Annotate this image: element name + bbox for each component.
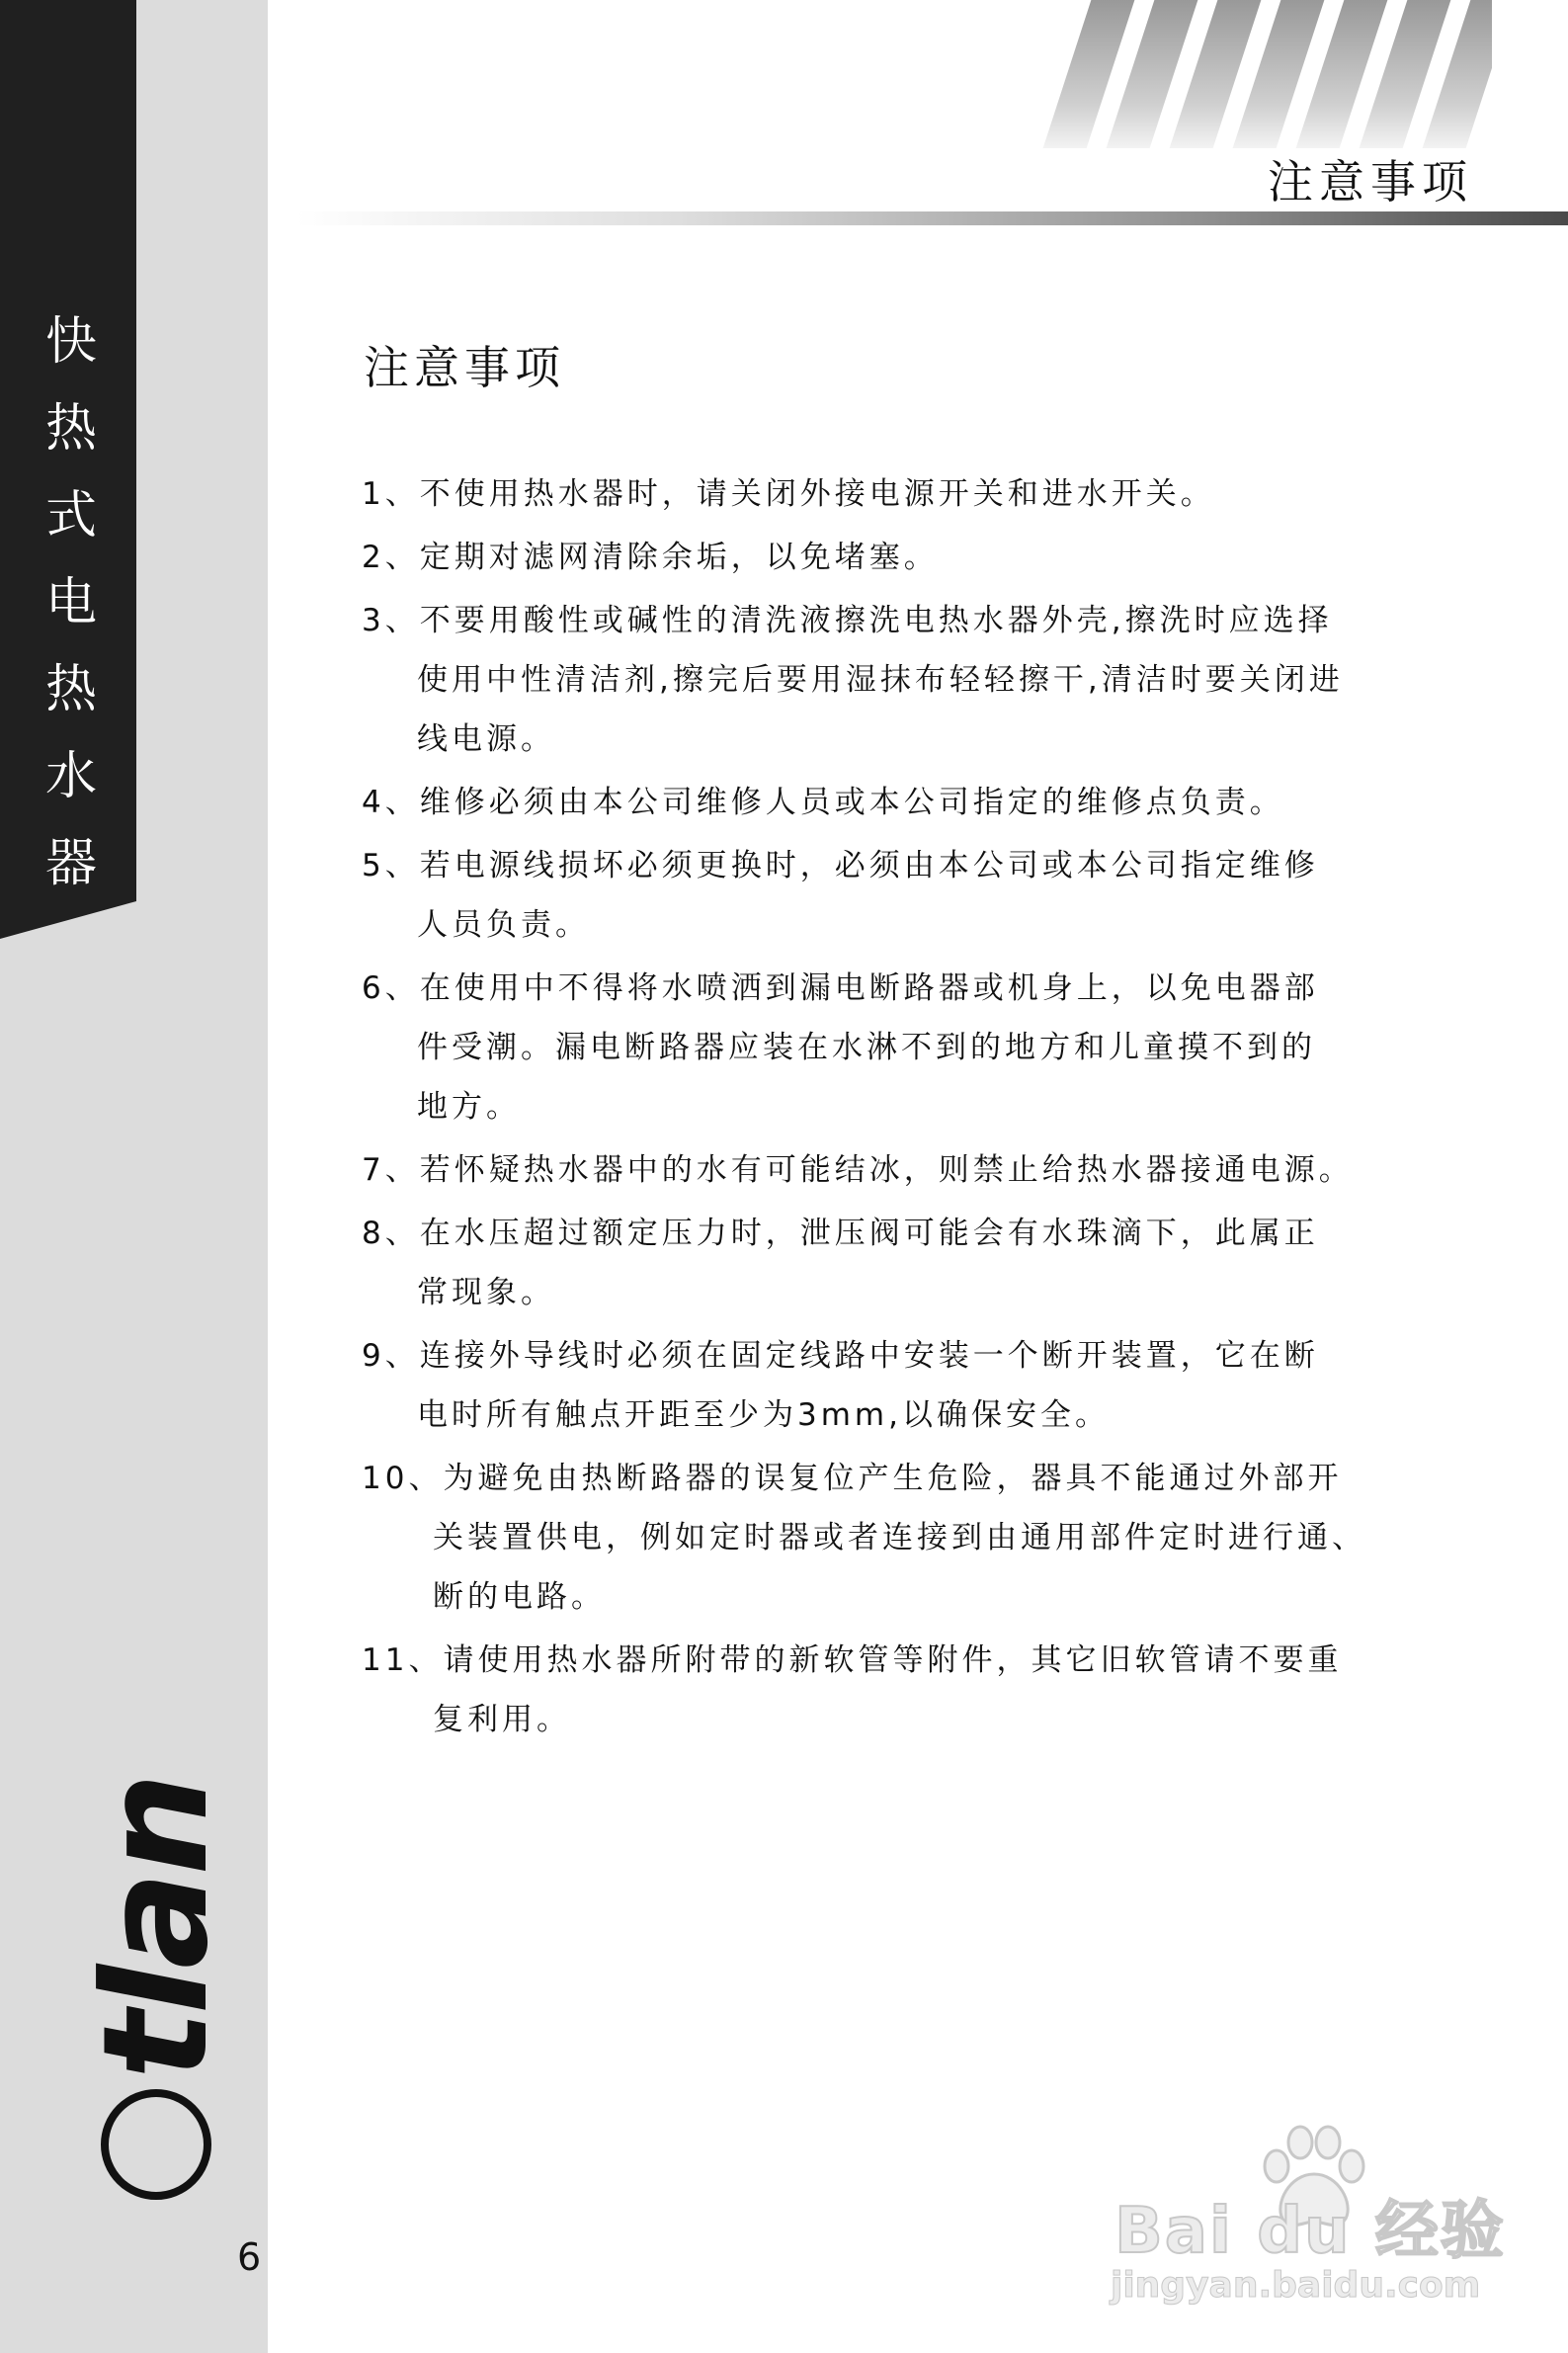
note-item: [362, 1204, 1488, 1322]
note-text: 线电源。: [417, 721, 555, 757]
note-item: [362, 1449, 1488, 1627]
note-line: [362, 1263, 1488, 1322]
note-item: [362, 959, 1488, 1136]
note-number: 8、: [362, 1216, 420, 1251]
header-rule: [296, 211, 1568, 225]
brand-logo: [72, 1776, 240, 2200]
note-item: [362, 1140, 1488, 1200]
note-line: [362, 1449, 1488, 1508]
note-line: [362, 836, 1488, 895]
note-text: 关装置供电，例如定时器或者连接到由通用部件定时进行通、: [433, 1520, 1366, 1555]
note-line: [362, 1077, 1488, 1136]
note-line: [362, 591, 1488, 650]
note-text: 使用中性清洁剂,擦完后要用湿抹布轻轻擦干,清洁时要关闭进: [417, 662, 1344, 698]
note-line: [362, 1567, 1488, 1627]
note-number: 2、: [362, 540, 420, 575]
note-line: [362, 710, 1488, 769]
note-text: 在水压超过额定压力时，泄压阀可能会有水珠滴下，此属正: [419, 1216, 1319, 1251]
vertical-title-char: 快: [44, 312, 97, 372]
vertical-title-char: 器: [44, 834, 97, 893]
note-text: 件受潮。漏电断路器应装在水淋不到的地方和儿童摸不到的: [417, 1030, 1316, 1065]
note-text: 复利用。: [433, 1702, 571, 1737]
note-number: 9、: [362, 1338, 420, 1374]
header-title: 注意事项: [1268, 155, 1473, 209]
note-line: [362, 528, 1488, 587]
note-text: 连接外导线时必须在固定线路中安装一个断开装置，它在断: [419, 1338, 1319, 1374]
page-number: 6: [237, 2235, 262, 2279]
header-stripes-decoration: [1028, 0, 1492, 148]
note-item: [362, 1326, 1488, 1445]
note-number: 3、: [362, 603, 420, 638]
vertical-title-char: 热: [44, 399, 97, 459]
note-text: 为避免由热断路器的误复位产生危险，器具不能通过外部开: [443, 1461, 1343, 1496]
note-text: 电时所有触点开距至少为3mm,以确保安全。: [417, 1397, 1110, 1433]
note-text: 地方。: [417, 1089, 521, 1125]
note-item: [362, 836, 1488, 955]
note-number: 6、: [362, 970, 420, 1006]
note-line: [362, 895, 1488, 955]
note-line: [362, 773, 1488, 832]
vertical-title-char: 热: [44, 660, 97, 719]
note-line: [362, 1326, 1488, 1386]
note-number: 5、: [362, 848, 420, 883]
note-text: 不要用酸性或碱性的清洗液擦洗电热水器外壳,擦洗时应选择: [419, 603, 1333, 638]
note-number: 4、: [362, 785, 420, 820]
note-line: [362, 1140, 1488, 1200]
note-text: 人员负责。: [417, 907, 590, 943]
note-line: [362, 1631, 1488, 1690]
note-number: 7、: [362, 1152, 420, 1188]
note-number: 10、: [362, 1461, 444, 1496]
note-item: [362, 1631, 1488, 1749]
note-item: [362, 528, 1488, 587]
vertical-product-title: [41, 308, 101, 897]
page-title: 注意事项: [364, 341, 565, 394]
watermark-url: jingyan.baidu.com: [1111, 2265, 1481, 2306]
note-line: [362, 959, 1488, 1018]
note-text: 不使用热水器时，请关闭外接电源开关和进水开关。: [419, 476, 1215, 512]
vertical-title-char: 式: [44, 486, 97, 546]
note-line: [362, 650, 1488, 710]
note-item: [362, 773, 1488, 832]
note-text: 常现象。: [417, 1275, 555, 1310]
note-text: 在使用中不得将水喷洒到漏电断路器或机身上，以免电器部: [419, 970, 1319, 1006]
note-line: [362, 1386, 1488, 1445]
note-line: [362, 1204, 1488, 1263]
note-line: [362, 1508, 1488, 1567]
note-line: [362, 464, 1488, 524]
note-text: 维修必须由本公司维修人员或本公司指定的维修点负责。: [419, 785, 1284, 820]
note-text: 定期对滤网清除余垢，以免堵塞。: [419, 540, 939, 575]
notes-list: [362, 464, 1488, 1753]
note-text: 断的电路。: [433, 1579, 606, 1615]
note-text: 请使用热水器所附带的新软管等附件，其它旧软管请不要重: [443, 1642, 1343, 1678]
brand-logo-text: tlan: [72, 1776, 240, 2079]
vertical-title-char: 水: [44, 747, 97, 806]
note-text: 若怀疑热水器中的水有可能结冰，则禁止给热水器接通电源。: [419, 1152, 1354, 1188]
brand-logo-ring: [101, 2089, 211, 2200]
note-line: [362, 1018, 1488, 1077]
note-number: 11、: [362, 1642, 444, 1678]
note-item: [362, 591, 1488, 769]
watermark-text: Bai du 经验: [1114, 2195, 1506, 2268]
note-item: [362, 464, 1488, 524]
vertical-title-char: 电: [44, 573, 97, 632]
note-text: 若电源线损坏必须更换时，必须由本公司或本公司指定维修: [419, 848, 1319, 883]
note-number: 1、: [362, 476, 420, 512]
note-line: [362, 1690, 1488, 1749]
